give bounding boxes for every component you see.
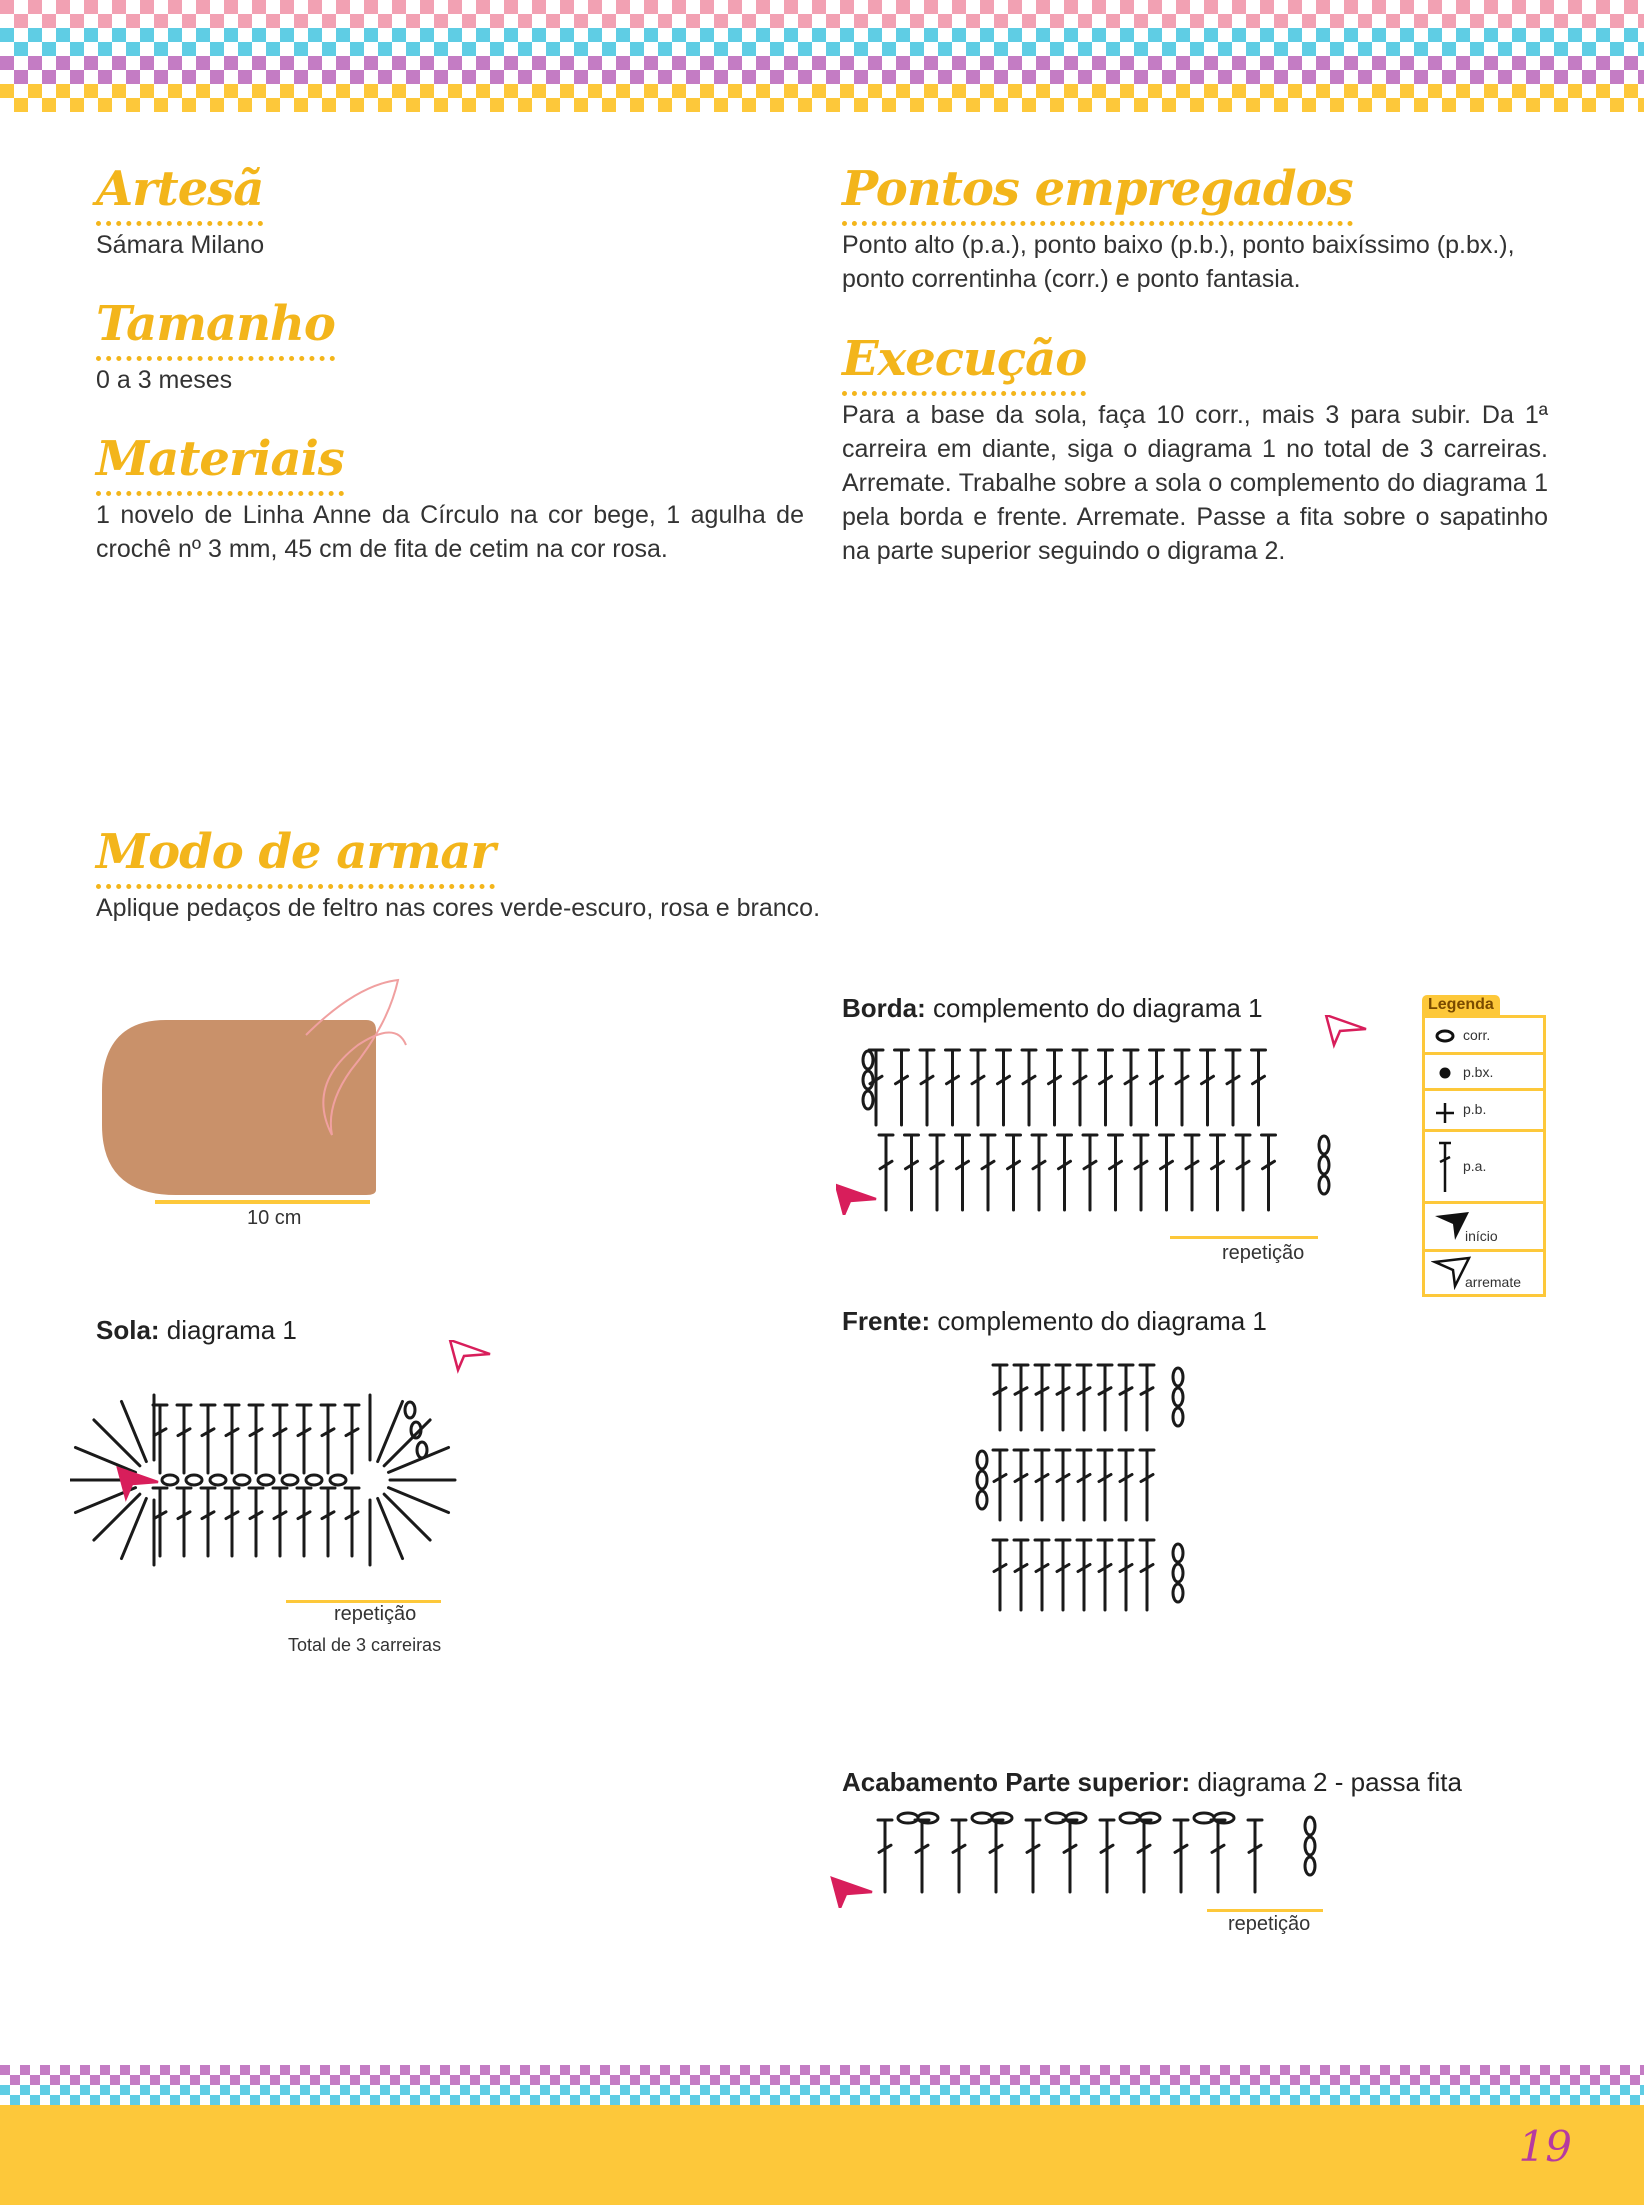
- dc-stitch: [1175, 1050, 1189, 1125]
- dc-stitch: [249, 1405, 263, 1473]
- dc-stitch: [1252, 1050, 1266, 1125]
- footer-band: [0, 2105, 1644, 2205]
- borda-repeat-line: [1170, 1236, 1318, 1239]
- dc-stitch: [1083, 1135, 1097, 1210]
- chain-stitch: [234, 1475, 250, 1485]
- chain-icon: [1433, 1028, 1457, 1044]
- chain-stitch: [210, 1475, 226, 1485]
- dc-stitch: [1014, 1540, 1028, 1610]
- dc-stitch: [1056, 1540, 1070, 1610]
- page-number: 19: [1518, 2122, 1572, 2171]
- end-arrow: [1326, 1015, 1366, 1045]
- frente-diagram: [970, 1355, 1230, 1620]
- dc-stitch: [1185, 1135, 1199, 1210]
- dc-stitch: [1048, 1050, 1062, 1125]
- chain-stitch: [1066, 1813, 1086, 1823]
- start-arrow: [118, 1468, 158, 1498]
- execucao-text: Para a base da sola, faça 10 corr., mais 3 para subir. Da 1ª carreira em diante, siga o diagrama 1 no total de 3 carreiras. Arremate. Trabalhe sobre a sola o complemento do diagrama 1 pela borda e frente. Arremate. Passe a fita sobre o sapatinho na parte superior seguindo o digrama 2.: [842, 401, 1548, 565]
- chain-stitch: [1173, 1388, 1183, 1406]
- acabamento-title-bold: Acabamento Parte superior:: [842, 1767, 1191, 1797]
- start-arrow: [832, 1878, 872, 1908]
- legend-label-chain: corr.: [1463, 1027, 1491, 1043]
- dc-stitch: [946, 1050, 960, 1125]
- dc-stitch: [321, 1488, 335, 1556]
- chain-stitch: [1140, 1813, 1160, 1823]
- dc-stitch: [1262, 1135, 1276, 1210]
- dc-stitch: [993, 1450, 1007, 1520]
- dc-stitch: [1073, 1050, 1087, 1125]
- chain-stitch: [972, 1813, 992, 1823]
- acabamento-diagram: [830, 1808, 1340, 1908]
- dc-stitch: [1137, 1820, 1151, 1892]
- heading-modo-de-armar: Modo de armar: [96, 828, 495, 889]
- dc-stitch: [1098, 1450, 1112, 1520]
- dc-stitch: [225, 1405, 239, 1473]
- dc-stitch: [956, 1135, 970, 1210]
- dc-stitch: [981, 1135, 995, 1210]
- dc-stitch: [1109, 1135, 1123, 1210]
- borda-title-bold: Borda:: [842, 993, 926, 1023]
- dc-stitch: [1032, 1135, 1046, 1210]
- heading-tamanho: Tamanho: [96, 300, 335, 361]
- chain-stitch: [162, 1475, 178, 1485]
- dc-stitch: [1140, 1540, 1154, 1610]
- dc-stitch: [1063, 1820, 1077, 1892]
- acabamento-repeat-line: [1207, 1909, 1323, 1912]
- chain-stitch: [863, 1051, 873, 1069]
- dc-stitch: [993, 1365, 1007, 1430]
- dc-stitch: [993, 1540, 1007, 1610]
- frente-title: [842, 1306, 1267, 1337]
- heading-pontos: Pontos empregados: [842, 165, 1353, 226]
- dc-stitch: [1211, 1820, 1225, 1892]
- sola-title-rest: diagrama 1: [159, 1315, 297, 1345]
- legend-box: [1422, 1015, 1546, 1297]
- chain-stitch: [1173, 1368, 1183, 1386]
- dc-stitch: [1026, 1820, 1040, 1892]
- dc-stitch: [952, 1820, 966, 1892]
- dc-stitch: [1098, 1365, 1112, 1430]
- chain-stitch: [863, 1091, 873, 1109]
- sola-total-label: Total de 3 carreiras: [288, 1635, 442, 1655]
- dc-stitch: [1056, 1365, 1070, 1430]
- chain-stitch: [1214, 1813, 1234, 1823]
- chain-stitch: [1173, 1564, 1183, 1582]
- pontos-text: Ponto alto (p.a.), ponto baixo (p.b.), ponto baixíssimo (p.bx.), ponto correntinha (corr.) e ponto fantasia.: [842, 231, 1515, 293]
- chain-stitch: [977, 1491, 987, 1509]
- dc-stitch: [1160, 1135, 1174, 1210]
- acabamento-title: [842, 1767, 1462, 1798]
- dc-stitch: [345, 1405, 359, 1473]
- legend-row-slip: [1425, 1055, 1543, 1091]
- top-checker-border: [0, 0, 1644, 112]
- tamanho-text: 0 a 3 meses: [96, 366, 233, 394]
- dc-stitch: [249, 1488, 263, 1556]
- chain-stitch: [977, 1471, 987, 1489]
- dc-stitch: [177, 1405, 191, 1473]
- dc-stitch: [1077, 1540, 1091, 1610]
- borda-repeat-label: repetição: [1222, 1242, 1305, 1264]
- dc-stitch: [1014, 1450, 1028, 1520]
- dc-stitch: [879, 1135, 893, 1210]
- bottom-checker-border: [0, 2065, 1644, 2105]
- frente-title-rest: complemento do diagrama 1: [930, 1306, 1267, 1336]
- dc-stitch: [1140, 1450, 1154, 1520]
- dc-stitch: [321, 1405, 335, 1473]
- dc-stitch: [895, 1050, 909, 1125]
- legend: [1422, 995, 1546, 1295]
- legend-row-chain: [1425, 1018, 1543, 1055]
- dc-stitch: [1099, 1050, 1113, 1125]
- single-crochet-icon: [1433, 1101, 1457, 1125]
- felt-size-label: 10 cm: [247, 1207, 302, 1229]
- legend-row-start: [1425, 1204, 1543, 1252]
- dc-stitch: [1119, 1450, 1133, 1520]
- dc-stitch: [930, 1135, 944, 1210]
- sola-title-bold: Sola:: [96, 1315, 160, 1345]
- heading-materiais: Materiais: [96, 435, 344, 496]
- slip-stitch-icon: [1435, 1063, 1455, 1083]
- dc-stitch: [1236, 1135, 1250, 1210]
- dc-stitch: [1134, 1135, 1148, 1210]
- felt-piece-illustration: [96, 975, 426, 1200]
- dc-stitch: [1007, 1135, 1021, 1210]
- legend-title: Legenda: [1422, 995, 1500, 1015]
- dc-stitch: [1077, 1365, 1091, 1430]
- artesa-text: Sámara Milano: [96, 231, 265, 259]
- chain-stitch: [977, 1451, 987, 1469]
- chain-stitch: [1194, 1813, 1214, 1823]
- chain-stitch: [1305, 1817, 1315, 1835]
- chain-stitch: [1319, 1176, 1329, 1194]
- dc-stitch: [989, 1820, 1003, 1892]
- chain-stitch: [1046, 1813, 1066, 1823]
- dc-stitch: [297, 1405, 311, 1473]
- chain-stitch: [1319, 1136, 1329, 1154]
- dc-stitch: [1077, 1450, 1091, 1520]
- dc-stitch: [1100, 1820, 1114, 1892]
- dc-stitch: [1035, 1540, 1049, 1610]
- legend-label-start: início: [1465, 1228, 1498, 1244]
- modo-text: Aplique pedaços de feltro nas cores verde-escuro, rosa e branco.: [96, 894, 821, 922]
- dc-stitch: [1140, 1365, 1154, 1430]
- chain-stitch: [258, 1475, 274, 1485]
- felt-shape: [102, 1020, 376, 1195]
- dc-stitch: [905, 1135, 919, 1210]
- chain-stitch: [405, 1402, 415, 1418]
- dc-stitch: [915, 1820, 929, 1892]
- size-line: [155, 1200, 370, 1204]
- sola-diagram: [70, 1340, 510, 1590]
- legend-label-slip: p.bx.: [1463, 1064, 1494, 1080]
- chain-stitch: [186, 1475, 202, 1485]
- dc-stitch: [997, 1050, 1011, 1125]
- chain-stitch: [1305, 1857, 1315, 1875]
- dc-stitch: [1174, 1820, 1188, 1892]
- acabamento-repeat-label: repetição: [1228, 1913, 1311, 1935]
- dc-stitch: [201, 1405, 215, 1473]
- dc-stitch: [273, 1405, 287, 1473]
- chain-stitch: [918, 1813, 938, 1823]
- dc-stitch: [1056, 1450, 1070, 1520]
- dc-stitch: [1119, 1540, 1133, 1610]
- dc-stitch: [1124, 1050, 1138, 1125]
- legend-row-end: [1425, 1252, 1543, 1294]
- dc-stitch: [1058, 1135, 1072, 1210]
- dc-stitch: [1226, 1050, 1240, 1125]
- chain-stitch: [330, 1475, 346, 1485]
- chain-stitch: [1173, 1544, 1183, 1562]
- dc-stitch: [1022, 1050, 1036, 1125]
- dc-stitch: [920, 1050, 934, 1125]
- dc-stitch: [878, 1820, 892, 1892]
- dc-stitch: [1098, 1540, 1112, 1610]
- start-arrow: [836, 1185, 876, 1215]
- chain-stitch: [1319, 1156, 1329, 1174]
- dc-stitch: [1035, 1365, 1049, 1430]
- dc-stitch: [1014, 1365, 1028, 1430]
- legend-label-double: p.a.: [1463, 1158, 1487, 1174]
- legend-row-double: [1425, 1132, 1543, 1204]
- legend-label-single: p.b.: [1463, 1101, 1487, 1117]
- dc-stitch: [177, 1488, 191, 1556]
- sola-repeat-label: repetição: [334, 1603, 417, 1625]
- end-arrow: [450, 1340, 490, 1370]
- dc-stitch: [1035, 1450, 1049, 1520]
- legend-label-end: arremate: [1465, 1274, 1522, 1290]
- heading-artesa: Artesã: [96, 165, 263, 226]
- heading-execucao: Execução: [842, 335, 1086, 396]
- chain-stitch: [1305, 1837, 1315, 1855]
- chain-stitch: [1120, 1813, 1140, 1823]
- chain-stitch: [282, 1475, 298, 1485]
- dc-stitch: [345, 1488, 359, 1556]
- chain-stitch: [1173, 1584, 1183, 1602]
- chain-stitch: [306, 1475, 322, 1485]
- dc-stitch: [273, 1488, 287, 1556]
- borda-title-rest: complemento do diagrama 1: [925, 993, 1263, 1023]
- acabamento-title-rest: diagrama 2 - passa fita: [1190, 1767, 1462, 1797]
- legend-row-single: [1425, 1091, 1543, 1132]
- dc-stitch: [1119, 1365, 1133, 1430]
- chain-stitch: [992, 1813, 1012, 1823]
- double-crochet-icon: [1435, 1140, 1459, 1196]
- dc-stitch: [1150, 1050, 1164, 1125]
- dc-stitch: [297, 1488, 311, 1556]
- chain-stitch: [863, 1071, 873, 1089]
- chain-stitch: [1173, 1408, 1183, 1426]
- dc-stitch: [1248, 1820, 1262, 1892]
- dc-stitch: [1211, 1135, 1225, 1210]
- borda-diagram: [836, 1015, 1371, 1215]
- chain-stitch: [417, 1442, 427, 1458]
- dc-stitch: [201, 1488, 215, 1556]
- chain-stitch: [898, 1813, 918, 1823]
- dc-stitch: [971, 1050, 985, 1125]
- dc-stitch: [225, 1488, 239, 1556]
- dc-stitch: [1201, 1050, 1215, 1125]
- materiais-text: 1 novelo de Linha Anne da Círculo na cor bege, 1 agulha de crochê nº 3 mm, 45 cm de fita de cetim na cor rosa.: [96, 501, 804, 563]
- frente-title-bold: Frente:: [842, 1306, 931, 1336]
